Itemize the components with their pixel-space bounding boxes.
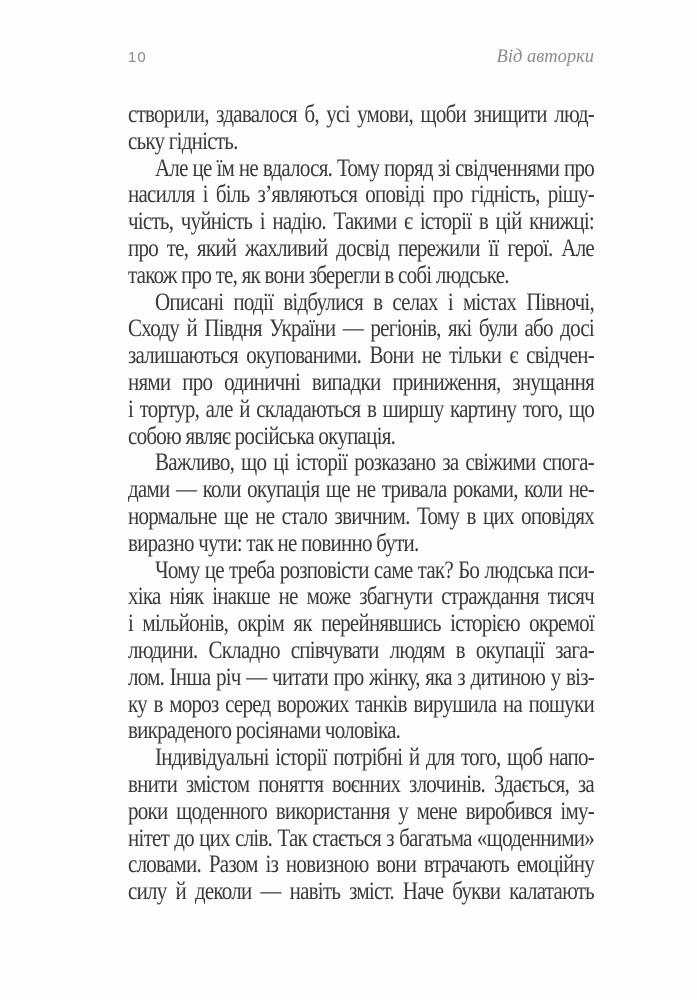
text-line: Сходу й Півдня України — регіонів, які були або досі	[128, 313, 594, 343]
paragraph	[128, 554, 594, 745]
text-line: нормальне ще не стало звичним. Тому в цих оповідях	[128, 500, 594, 531]
text-line: і тортур, але й складаються в ширшу картину того, що	[128, 393, 594, 424]
text-line: насилля і біль з’являються оповіді про гідність, рішу-	[128, 179, 594, 209]
text-line: Важливо, що ці історії розказано за свіжими спога-	[155, 447, 594, 477]
paragraph	[128, 152, 594, 290]
text-line: роки щоденного використання у мене виробився іму-	[128, 795, 594, 825]
paragraph	[128, 744, 594, 905]
text-line: залишаються окупованими. Вони не тільки є свідчен-	[128, 340, 594, 370]
paragraph	[128, 449, 594, 556]
text-line: створили, здавалося б, усі умови, щоби знищити люд-	[128, 98, 594, 129]
text-line: ську гідність.	[128, 125, 238, 156]
text-line: ку в мороз серед ворожих танків вирушила на пошуки	[128, 688, 594, 718]
text-line: викраденого росіянами чоловіка.	[128, 715, 401, 745]
text-line: про те, який жахливий досвід пережили її герої. Але	[128, 232, 594, 263]
page-header	[128, 47, 594, 68]
text-line: і мільйонів, окрім як перейнявшись історією окремої	[128, 608, 594, 638]
text-line: нями про одиничні випадки приниження, знущання	[128, 366, 594, 397]
text-line: силу й деколи — навіть зміст. Наче букви калатають	[128, 876, 594, 906]
text-line: дами — коли окупація ще не тривала роками, коли не-	[128, 474, 594, 504]
text-line: собою являє російська окупація.	[128, 420, 396, 450]
running-head: Від авторки	[496, 47, 594, 67]
text-line: Описані події відбулися в селах і містах Півночі,	[155, 286, 594, 316]
text-block	[128, 98, 594, 906]
page-number: 10	[128, 49, 147, 66]
text-line: Але це їм не вдалося. Тому поряд зі свідченнями про	[155, 152, 594, 182]
text-line: людини. Складно співчувати людям в окупації зага-	[128, 634, 594, 665]
text-line: словами. Разом із новизною вони втрачають емоційну	[128, 849, 594, 879]
text-line: лом. Інша річ — читати про жінку, яка з дитиною у віз-	[128, 661, 594, 691]
text-line: виразно чути: так не повинно бути.	[128, 527, 419, 558]
paragraph	[128, 286, 594, 450]
paragraph	[128, 98, 594, 156]
text-line: хіка ніяк інакше не може збагнути страждання тисяч	[128, 581, 594, 611]
text-line: також про те, як вони зберегли в собі людське.	[128, 259, 509, 290]
text-line: чість, чуйність і надію. Такими є історії в цій книжці:	[128, 206, 594, 236]
text-line: Індивідуальні історії потрібні й для того, щоб напо-	[155, 742, 594, 772]
text-line: Чому це треба розповісти саме так? Бо людська пси-	[155, 554, 594, 584]
text-line: внити змістом поняття воєнних злочинів. Здається, за	[128, 768, 594, 799]
text-line: нітет до цих слів. Так стається з багатьма «щоденними»	[128, 822, 594, 852]
